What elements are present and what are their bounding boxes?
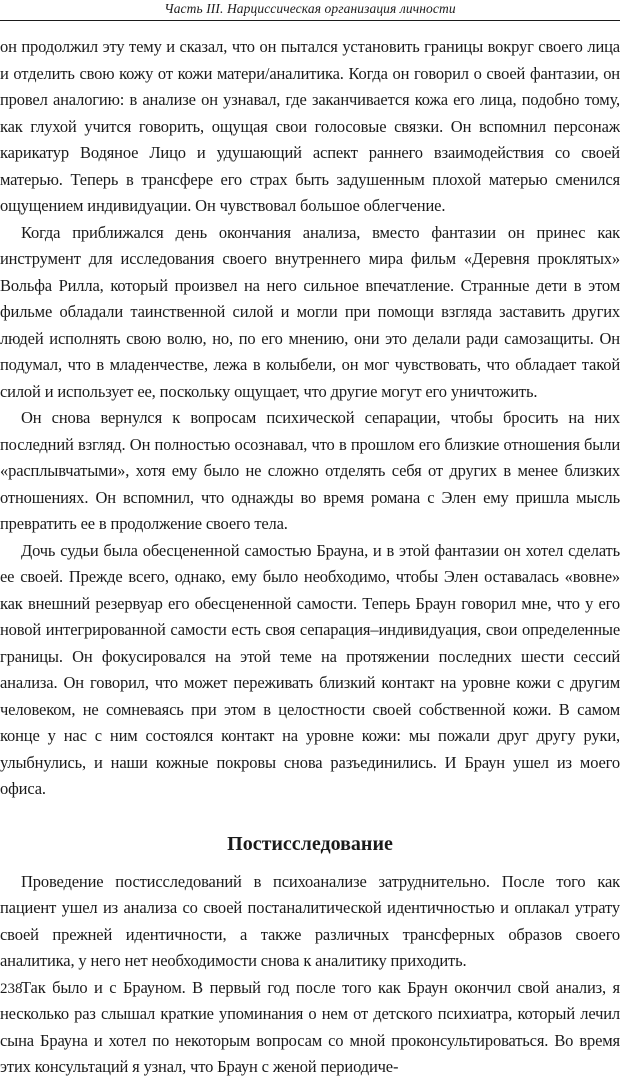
paragraph: Когда приближался день окончания анализа, вместо фантазии он принес как инструмент для исследования своего внутреннего мира фильм «Деревня проклятых» Вольфа Рилла, который произвел на него сильное впечатление. Странные дети в этом фильме обладали таинственной силой и могли при помощи взгляда заставить других людей исполнять свою волю, но, по его мнению, они это делали ради самозащиты. Он подумал, что в младенчестве, лежа в колыбели, он мог чувствовать, что обладает такой силой и использует ее, поскольку ощущает, что другие могут его уничтожить.	[0, 222, 620, 401]
page-number: 238	[0, 981, 23, 997]
header-rule	[0, 20, 620, 21]
paragraph: Дочь судьи была обесцененной самостью Брауна, и в этой фантазии он хотел сделать ее своей. Прежде всего, однако, ему было необходимо, чтобы Элен оставалась «вовне» как внешний резервуар его обесцененной самости. Теперь Браун говорил мне, что у его новой интегрированной самости есть своя сепарация–индивидуация, свои определенные границы. Он фокусировался на этой теме на протяжении последних шести сессий анализа. Он говорил, что может переживать близкий контакт на уровне кожи с другим человеком, не сомневаясь при этом в целостности своей собственной кожи. В самом конце у нас с ним состоялся контакт на уровне кожи: мы пожали друг другу руки, улыбнулись, и наши кожные покровы снова разъединились. И Браун ушел из моего офиса.	[0, 540, 620, 798]
paragraph-continued: он продолжил эту тему и сказал, что он пытался установить границы вокруг своего лица и отделить свою кожу от кожи матери/аналитика. Когда он говорил о своей фантазии, он провел аналогию: в анализе он узнавал, где заканчивается кожа его лица, подобно тому, как глухой учится говорить, ощущая свои голосовые связки. Он вспомнил персонаж карикатур Водяное Лицо и удушающий аспект раннего взаимодействия со своей матерью. Теперь в трансфере его страх быть задушенным плохой матерью сменился ощущением индивидуации. Он чувствовал большое облегчение.	[0, 37, 620, 215]
paragraph: Проведение постисследований в психоанализе затруднительно. После того как пациент ушел из анализа со своей постаналитической идентичностью и оплакал утрату своей прежней идентичности, а также различных трансферных образов своего аналитика, у него нет необходимости снова к аналитику приходить.	[0, 871, 620, 970]
page-body	[0, 34, 620, 1081]
running-header: Часть III. Нарциссическая организация личности	[164, 1, 456, 16]
section-heading: Постисследование	[227, 832, 393, 855]
paragraph: Так было и с Брауном. В первый год после того как Браун окончил свой анализ, я несколько раз слышал краткие упоминания о нем от детского психиатра, который лечил сына Брауна и хотел по некоторым вопросам со мной проконсультироваться. Во время этих консультаций я узнал, что Браун с женой периодиче-	[0, 977, 620, 1076]
paragraph: Он снова вернулся к вопросам психической сепарации, чтобы бросить на них последний взгляд. Он полностью осознавал, что в прошлом его близкие отношения были «расплывчатыми», хотя ему было не сложно отделять себя от других в менее близких отношениях. Он вспомнил, что однажды во время романа с Элен ему пришла мысль превратить ее в продолжение своего тела.	[0, 408, 620, 533]
